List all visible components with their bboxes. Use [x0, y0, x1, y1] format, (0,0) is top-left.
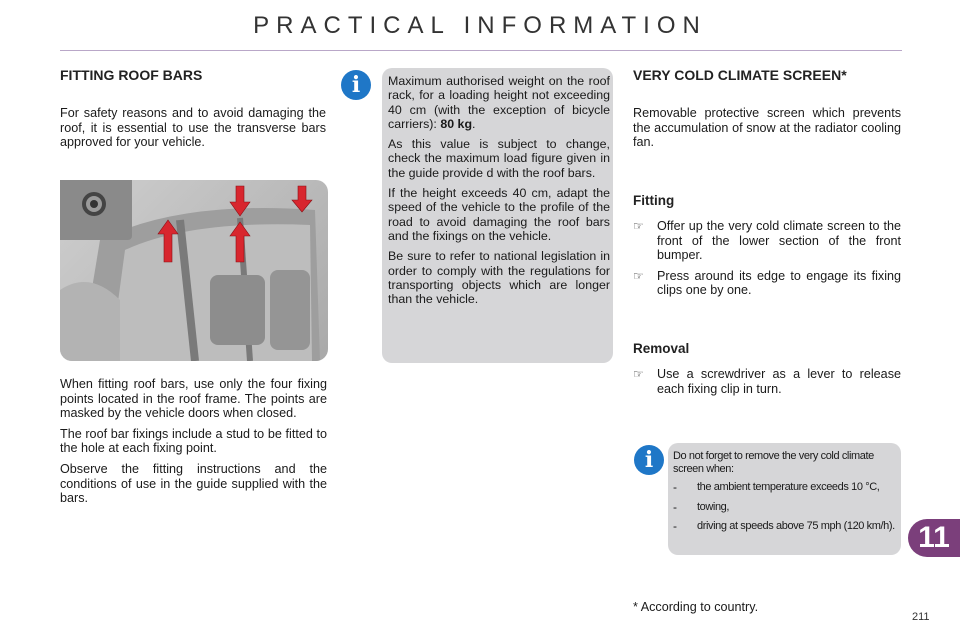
page-number: 211 — [912, 611, 930, 623]
down-arrow-back — [292, 186, 312, 212]
paragraph: The roof bar fixings include a stud to be fitted to the hole at each fixing point. — [60, 426, 327, 456]
max-weight-value: 80 kg — [440, 116, 473, 131]
arrow-overlay — [60, 180, 328, 361]
dash: - — [673, 519, 677, 533]
roof-bars-body — [60, 377, 327, 512]
roof-bars-heading: FITTING ROOF BARS — [60, 67, 203, 83]
up-arrow-rear — [230, 222, 250, 262]
cold-screen-intro: Removable protective screen which prevents the accumulation of snow at the radiator cooling fan. — [633, 106, 901, 150]
paragraph: Be sure to refer to national legislation in order to comply with the regulations for transporting objects which are longer than the vehicle. — [388, 249, 610, 307]
paragraph: When fitting roof bars, use only the four fixing points located in the roof frame. The points are masked by the vehicle doors when closed. — [60, 377, 327, 421]
list-item — [673, 481, 897, 494]
paragraph: Observe the fitting instructions and the conditions of use in the guide supplied with the bars. — [60, 461, 327, 506]
info-box-text — [388, 74, 610, 312]
punctuation: . — [472, 116, 476, 131]
reminder-text — [673, 450, 897, 539]
down-arrow-rear — [230, 186, 250, 216]
list-item — [633, 219, 901, 263]
step-text: Offer up the very cold climate screen to the front of the lower section of the front bumper. — [657, 219, 901, 263]
item-text: driving at speeds above 75 mph (120 km/h). — [697, 520, 895, 532]
item-text: towing, — [697, 500, 730, 513]
pointing-hand-icon: ☞ — [633, 219, 644, 233]
list-item — [633, 367, 901, 396]
list-item — [633, 269, 901, 298]
fitting-heading: Fitting — [633, 193, 675, 208]
cold-screen-heading: VERY COLD CLIMATE SCREEN* — [633, 67, 847, 83]
step-text: Use a screwdriver as a lever to release each fixing clip in turn. — [657, 367, 901, 396]
paragraph: As this value is subject to change, check the maximum load figure given in the guide provide d with the roof bars. — [388, 137, 610, 180]
page-title: PRACTICAL INFORMATION — [253, 12, 707, 39]
up-arrow-front — [158, 220, 178, 262]
roof-bars-intro: For safety reasons and to avoid damaging the roof, it is essential to use the transverse bars approved for your vehicle. — [60, 106, 326, 150]
item-text: the ambient temperature exceeds 10 °C, — [697, 481, 880, 493]
header-divider — [60, 50, 902, 51]
dash: - — [673, 480, 677, 494]
pointing-hand-icon: ☞ — [633, 268, 644, 283]
reminder-intro: Do not forget to remove the very cold climate screen when: — [673, 450, 874, 475]
info-icon: i — [341, 70, 371, 100]
footnote: * According to country. — [633, 600, 759, 614]
dash: - — [673, 499, 677, 514]
removal-heading: Removal — [633, 341, 690, 356]
pointing-hand-icon: ☞ — [633, 367, 644, 381]
removal-reminder-box — [668, 443, 901, 555]
fitting-steps — [633, 219, 901, 304]
list-item — [673, 501, 897, 514]
step-text: Press around its edge to engage its fixing clips one by one. — [657, 268, 901, 298]
paragraph: If the height exceeds 40 cm, adapt the speed of the vehicle to the profile of the road to avoid damaging the roof bars and the fixings on the vehicle. — [388, 186, 610, 243]
chapter-tab: 11 — [908, 519, 960, 557]
removal-steps — [633, 367, 901, 402]
paragraph: Maximum authorised weight on the roof rack, for a loading height not exceeding 40 cm (with the exception of bicycle carriers): — [388, 74, 610, 131]
info-icon: i — [634, 445, 664, 475]
list-item — [673, 520, 897, 533]
roof-load-info-box — [382, 68, 613, 363]
